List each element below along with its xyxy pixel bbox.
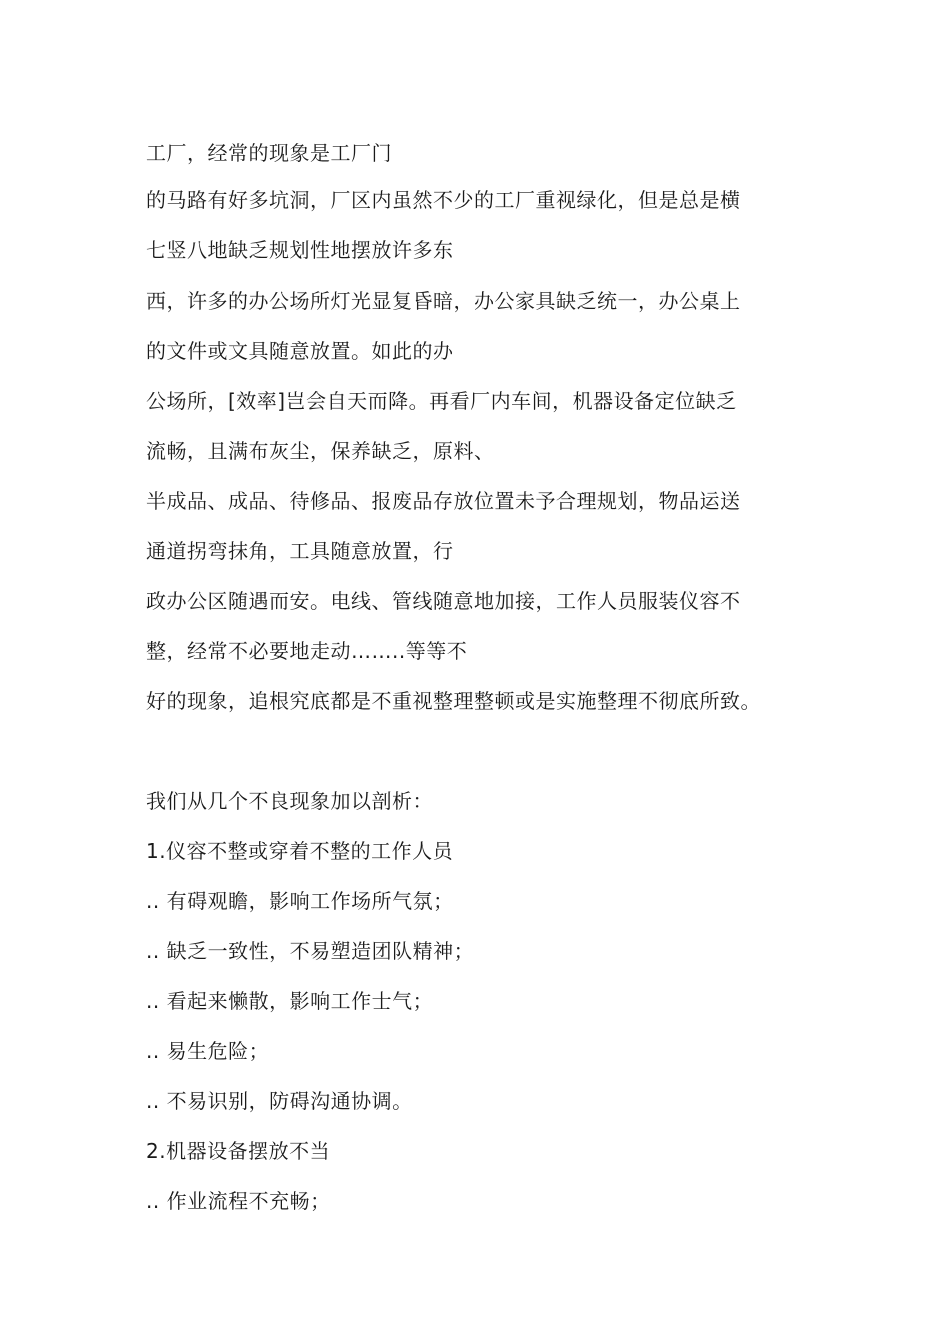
section-heading: 2.机器设备摆放不当 xyxy=(146,1139,331,1163)
list-item: .. 有碍观瞻，影响工作场所气氛； xyxy=(146,889,454,913)
body-text-line: 通道拐弯抹角，工具随意放置，行 xyxy=(146,539,454,563)
list-item: .. 作业流程不充畅； xyxy=(146,1189,331,1213)
body-text-line: 流畅，且满布灰尘，保养缺乏，原料、 xyxy=(146,439,495,463)
body-text-line: 好的现象，追根究底都是不重视整理整顿或是实施整理不彻底所致。 xyxy=(146,689,761,713)
list-item: .. 易生危险； xyxy=(146,1039,270,1063)
body-text-line: 的文件或文具随意放置。如此的办 xyxy=(146,339,454,363)
body-text-line: 的马路有好多坑洞，厂区内虽然不少的工厂重视绿化，但是总是横 xyxy=(146,188,741,212)
body-text-line: 整，经常不必要地走动……..等等不 xyxy=(146,639,468,663)
body-text-line: 工厂，经常的现象是工厂门 xyxy=(146,141,392,165)
body-text-line: 公场所，[效率]岂会自天而降。再看厂内车间，机器设备定位缺乏 xyxy=(146,389,737,413)
intro-text: 我们从几个不良现象加以剖析： xyxy=(146,789,433,813)
list-item: .. 缺乏一致性，不易塑造团队精神； xyxy=(146,939,475,963)
section-heading: 1.仪容不整或穿着不整的工作人员 xyxy=(146,839,454,863)
body-text-line: 西，许多的办公场所灯光显复昏暗，办公家具缺乏统一，办公桌上 xyxy=(146,289,741,313)
body-text-line: 政办公区随遇而安。电线、管线随意地加接，工作人员服装仪容不 xyxy=(146,589,741,613)
list-item: .. 不易识别，防碍沟通协调。 xyxy=(146,1089,413,1113)
list-item: .. 看起来懒散，影响工作士气； xyxy=(146,989,434,1013)
body-text-line: 七竖八地缺乏规划性地摆放许多东 xyxy=(146,238,454,262)
body-text-line: 半成品、成品、待修品、报废品存放位置未予合理规划，物品运送 xyxy=(146,489,741,513)
